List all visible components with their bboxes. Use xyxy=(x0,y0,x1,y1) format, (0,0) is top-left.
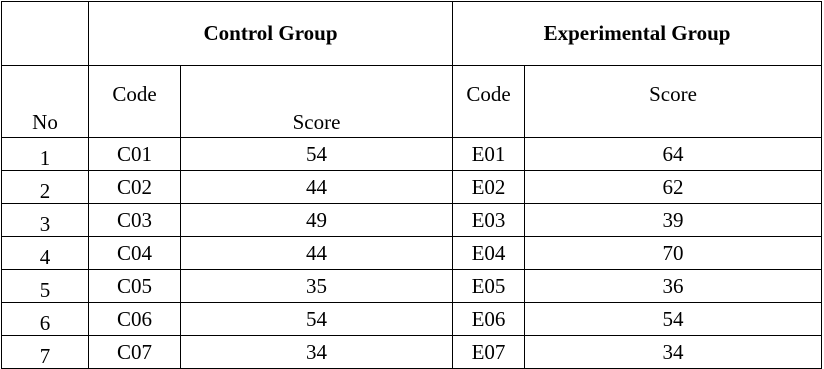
control-score-column-header: Score xyxy=(181,66,453,138)
experimental-score-cell: 39 xyxy=(525,204,822,237)
control-code-cell: C06 xyxy=(89,303,181,336)
experimental-score-column-header: Score xyxy=(525,66,822,138)
empty-corner-cell xyxy=(2,2,89,66)
column-header-row xyxy=(2,66,822,138)
control-score-cell: 54 xyxy=(181,303,453,336)
row-number-cell: 3 xyxy=(2,204,89,237)
control-code-cell: C05 xyxy=(89,270,181,303)
row-number-cell: 7 xyxy=(2,336,89,369)
row-number-cell: 2 xyxy=(2,171,89,204)
experimental-code-cell: E06 xyxy=(453,303,525,336)
table-row xyxy=(2,270,822,303)
experimental-code-cell: E05 xyxy=(453,270,525,303)
no-column-header: No xyxy=(2,66,89,138)
experimental-score-cell: 54 xyxy=(525,303,822,336)
control-code-cell: C07 xyxy=(89,336,181,369)
experimental-code-cell: E01 xyxy=(453,138,525,171)
experimental-score-cell: 64 xyxy=(525,138,822,171)
scores-table-body xyxy=(2,2,822,369)
experimental-code-cell: E07 xyxy=(453,336,525,369)
control-code-cell: C04 xyxy=(89,237,181,270)
control-score-cell: 54 xyxy=(181,138,453,171)
control-code-column-header: Code xyxy=(89,66,181,138)
group-header-row xyxy=(2,2,822,66)
control-code-cell: C01 xyxy=(89,138,181,171)
scores-table xyxy=(1,1,822,369)
table-row xyxy=(2,204,822,237)
row-number-cell: 5 xyxy=(2,270,89,303)
row-number-cell: 6 xyxy=(2,303,89,336)
control-score-cell: 34 xyxy=(181,336,453,369)
table-row xyxy=(2,336,822,369)
table-row xyxy=(2,171,822,204)
row-number-cell: 4 xyxy=(2,237,89,270)
row-number-cell: 1 xyxy=(2,138,89,171)
experimental-code-cell: E03 xyxy=(453,204,525,237)
table-row xyxy=(2,138,822,171)
experimental-code-cell: E02 xyxy=(453,171,525,204)
experimental-code-column-header: Code xyxy=(453,66,525,138)
experimental-group-header: Experimental Group xyxy=(453,2,822,66)
control-score-cell: 49 xyxy=(181,204,453,237)
table-row xyxy=(2,237,822,270)
control-group-header: Control Group xyxy=(89,2,453,66)
control-score-cell: 44 xyxy=(181,171,453,204)
table-row xyxy=(2,303,822,336)
control-score-cell: 44 xyxy=(181,237,453,270)
experimental-score-cell: 70 xyxy=(525,237,822,270)
experimental-code-cell: E04 xyxy=(453,237,525,270)
control-code-cell: C03 xyxy=(89,204,181,237)
experimental-score-cell: 36 xyxy=(525,270,822,303)
experimental-score-cell: 62 xyxy=(525,171,822,204)
experimental-score-cell: 34 xyxy=(525,336,822,369)
control-code-cell: C02 xyxy=(89,171,181,204)
control-score-cell: 35 xyxy=(181,270,453,303)
